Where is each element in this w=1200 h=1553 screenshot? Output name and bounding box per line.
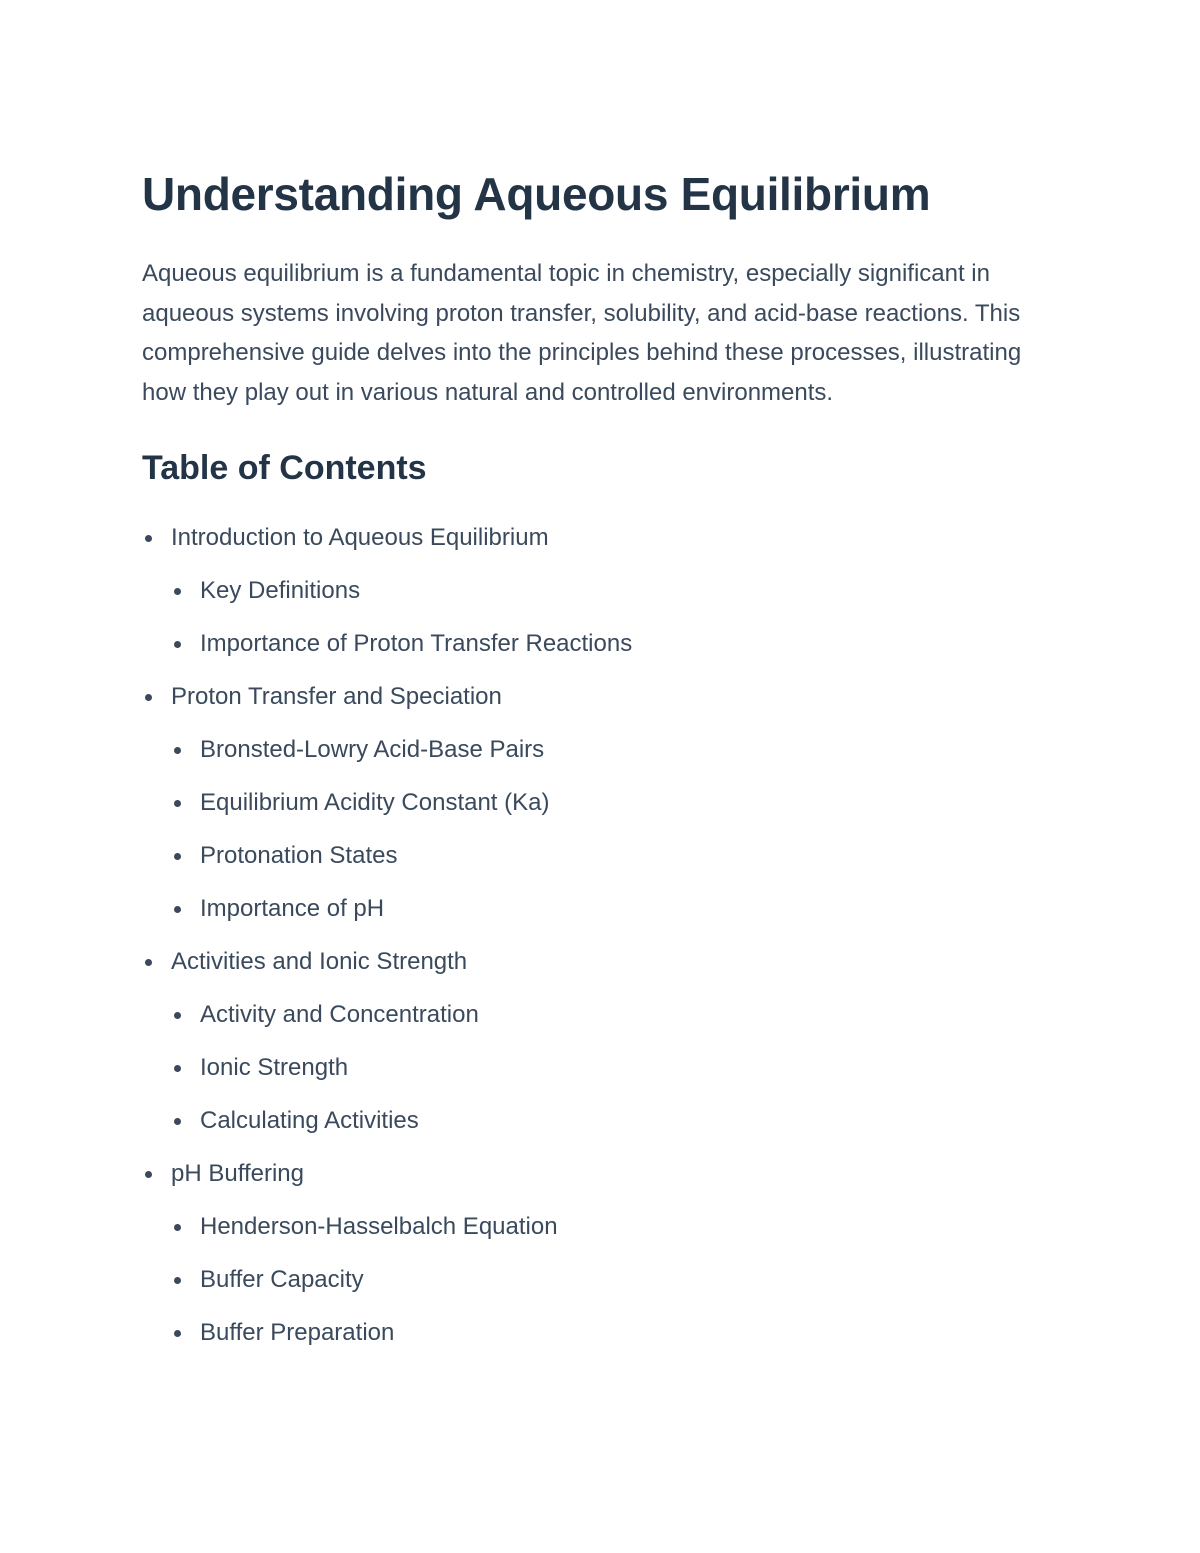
toc-subsection: [171, 1210, 1062, 1244]
toc-subsection: [171, 1104, 1062, 1138]
toc-subsection: [171, 1051, 1062, 1085]
intro-paragraph: Aqueous equilibrium is a fundamental topic in chemistry, especially significant in aqueous systems involving proton transfer, solubility, and acid-base reactions. This comprehensive guide delves into the principles behind these processes, illustrating how they play out in various natural and controlled environments.: [142, 260, 1022, 406]
toc-subsection-link[interactable]: Ionic Strength: [200, 1054, 349, 1081]
toc-subsection: [171, 1316, 1062, 1350]
toc-subsection-list: [171, 574, 1062, 661]
toc-section: [142, 945, 1062, 1138]
toc-subsection-link[interactable]: Importance of Proton Transfer Reactions: [200, 630, 633, 657]
toc-heading: Table of Contents: [142, 449, 427, 487]
toc-subsection: [171, 998, 1062, 1032]
toc-subsection-link[interactable]: Calculating Activities: [200, 1107, 419, 1134]
toc-section: [142, 521, 1062, 661]
toc-subsection-link[interactable]: Bronsted-Lowry Acid-Base Pairs: [200, 736, 545, 763]
toc-subsection-link[interactable]: Henderson-Hasselbalch Equation: [200, 1213, 558, 1240]
toc-subsection: [171, 892, 1062, 926]
toc-section-link[interactable]: Proton Transfer and Speciation: [171, 683, 502, 710]
toc-subsection: [171, 786, 1062, 820]
toc-subsection-list: [171, 733, 1062, 926]
toc-section: [142, 1157, 1062, 1350]
page-title: Understanding Aqueous Equilibrium: [142, 168, 931, 220]
table-of-contents: [142, 521, 1062, 1350]
toc-subsection: [171, 733, 1062, 767]
toc-subsection: [171, 1263, 1062, 1297]
toc-section-link[interactable]: pH Buffering: [171, 1160, 304, 1187]
toc-section-link[interactable]: Introduction to Aqueous Equilibrium: [171, 524, 549, 551]
toc-subsection-link[interactable]: Equilibrium Acidity Constant (Ka): [200, 789, 550, 816]
toc-subsection-list: [171, 998, 1062, 1138]
toc-section: [142, 680, 1062, 926]
toc-subsection: [171, 839, 1062, 873]
document-page: [142, 164, 1062, 1369]
toc-subsection-link[interactable]: Buffer Capacity: [200, 1266, 364, 1293]
toc-subsection-list: [171, 1210, 1062, 1350]
toc-subsection-link[interactable]: Key Definitions: [200, 577, 361, 604]
toc-subsection-link[interactable]: Protonation States: [200, 842, 398, 869]
toc-subsection-link[interactable]: Importance of pH: [200, 895, 385, 922]
toc-subsection: [171, 574, 1062, 608]
toc-subsection-link[interactable]: Buffer Preparation: [200, 1319, 395, 1346]
toc-subsection-link[interactable]: Activity and Concentration: [200, 1001, 479, 1028]
toc-subsection: [171, 627, 1062, 661]
toc-section-link[interactable]: Activities and Ionic Strength: [171, 948, 468, 975]
